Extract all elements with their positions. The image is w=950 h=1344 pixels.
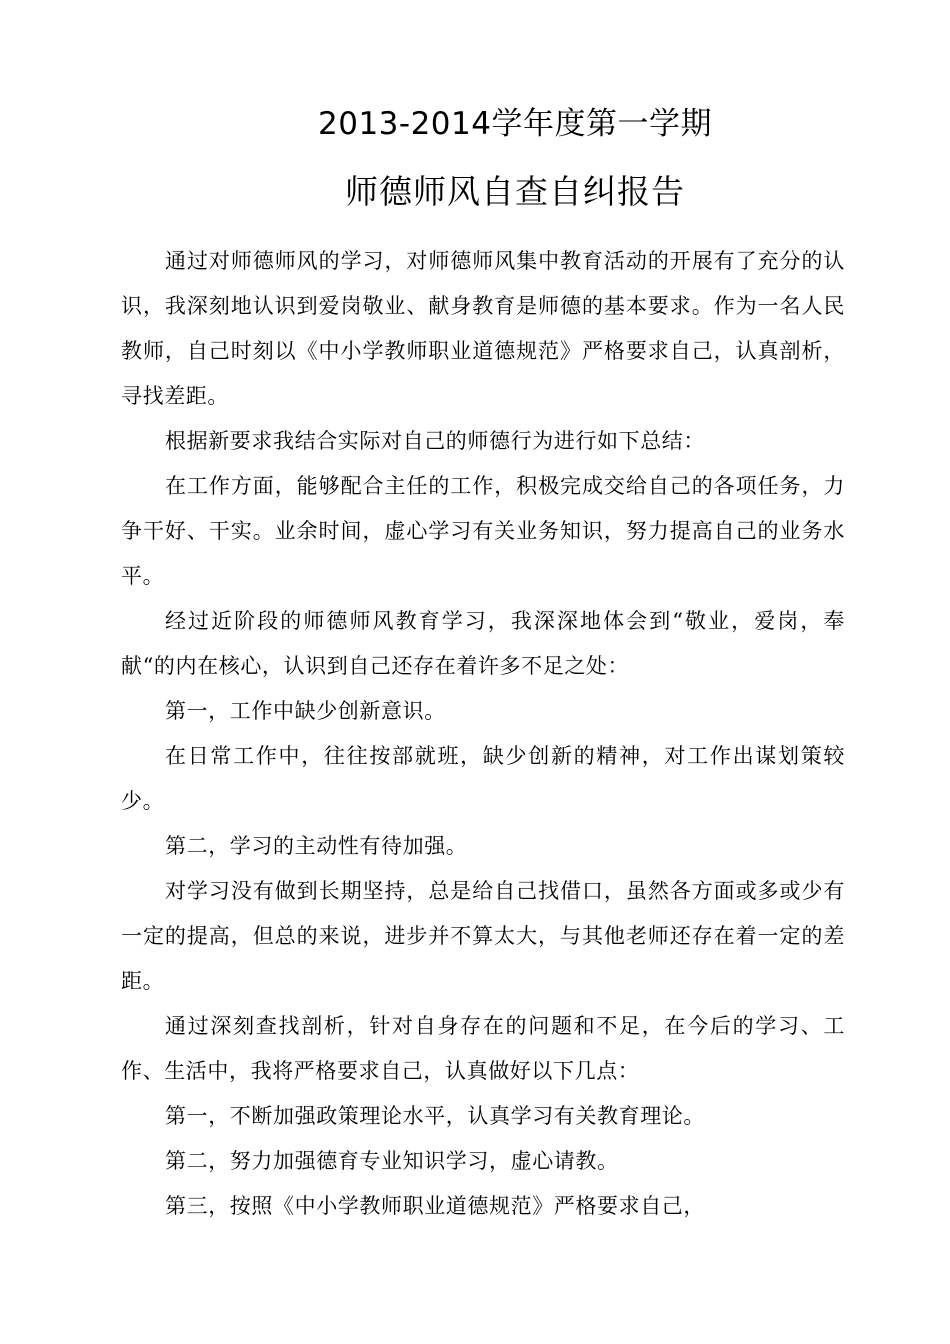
document-title-line-2: 师德师风自查自纠报告 (345, 172, 685, 211)
paragraph: 第一，不断加强政策理论水平，认真学习有关教育理论。 (165, 1104, 705, 1128)
paragraph: 对学习没有做到长期坚持，总是给自己找借口，虽然各方面或多或少有一定的提高，但总的来说，进步并不算太大，与其他老师还存在着一定的差距。 (121, 879, 845, 993)
paragraph: 第二，学习的主动性有待加强。 (165, 834, 468, 858)
paragraph: 通过深刻查找剖析，针对自身存在的问题和不足，在今后的学习、工作、生活中，我将严格要求自己，认真做好以下几点： (121, 1014, 845, 1083)
document-body (121, 239, 845, 1229)
paragraph: 通过对师德师风的学习，对师德师风集中教育活动的开展有了充分的认识，我深刻地认识到爱岗敬业、献身教育是师德的基本要求。作为一名人民教师，自己时刻以《中小学教师职业道德规范》严格要求自己，认真剖析，寻找差距。 (121, 249, 845, 408)
document-title-line-1: 2013-2014学年度第一学期 (318, 106, 712, 142)
paragraph: 第三，按照《中小学教师职业道德规范》严格要求自己， (165, 1194, 705, 1218)
paragraph: 经过近阶段的师德师风教育学习，我深深地体会到“敬业，爱岗，奉献“的内在核心，认识到自己还存在着许多不足之处： (121, 609, 845, 678)
paragraph: 第二，努力加强德育专业知识学习，虚心请教。 (165, 1149, 619, 1173)
paragraph: 在工作方面，能够配合主任的工作，积极完成交给自己的各项任务，力争干好、干实。业余时间，虚心学习有关业务知识，努力提高自己的业务水平。 (121, 474, 845, 588)
paragraph: 在日常工作中，往往按部就班，缺少创新的精神，对工作出谋划策较少。 (121, 744, 845, 813)
paragraph: 第一，工作中缺少创新意识。 (165, 699, 446, 723)
paragraph: 根据新要求我结合实际对自己的师德行为进行如下总结： (165, 429, 705, 453)
